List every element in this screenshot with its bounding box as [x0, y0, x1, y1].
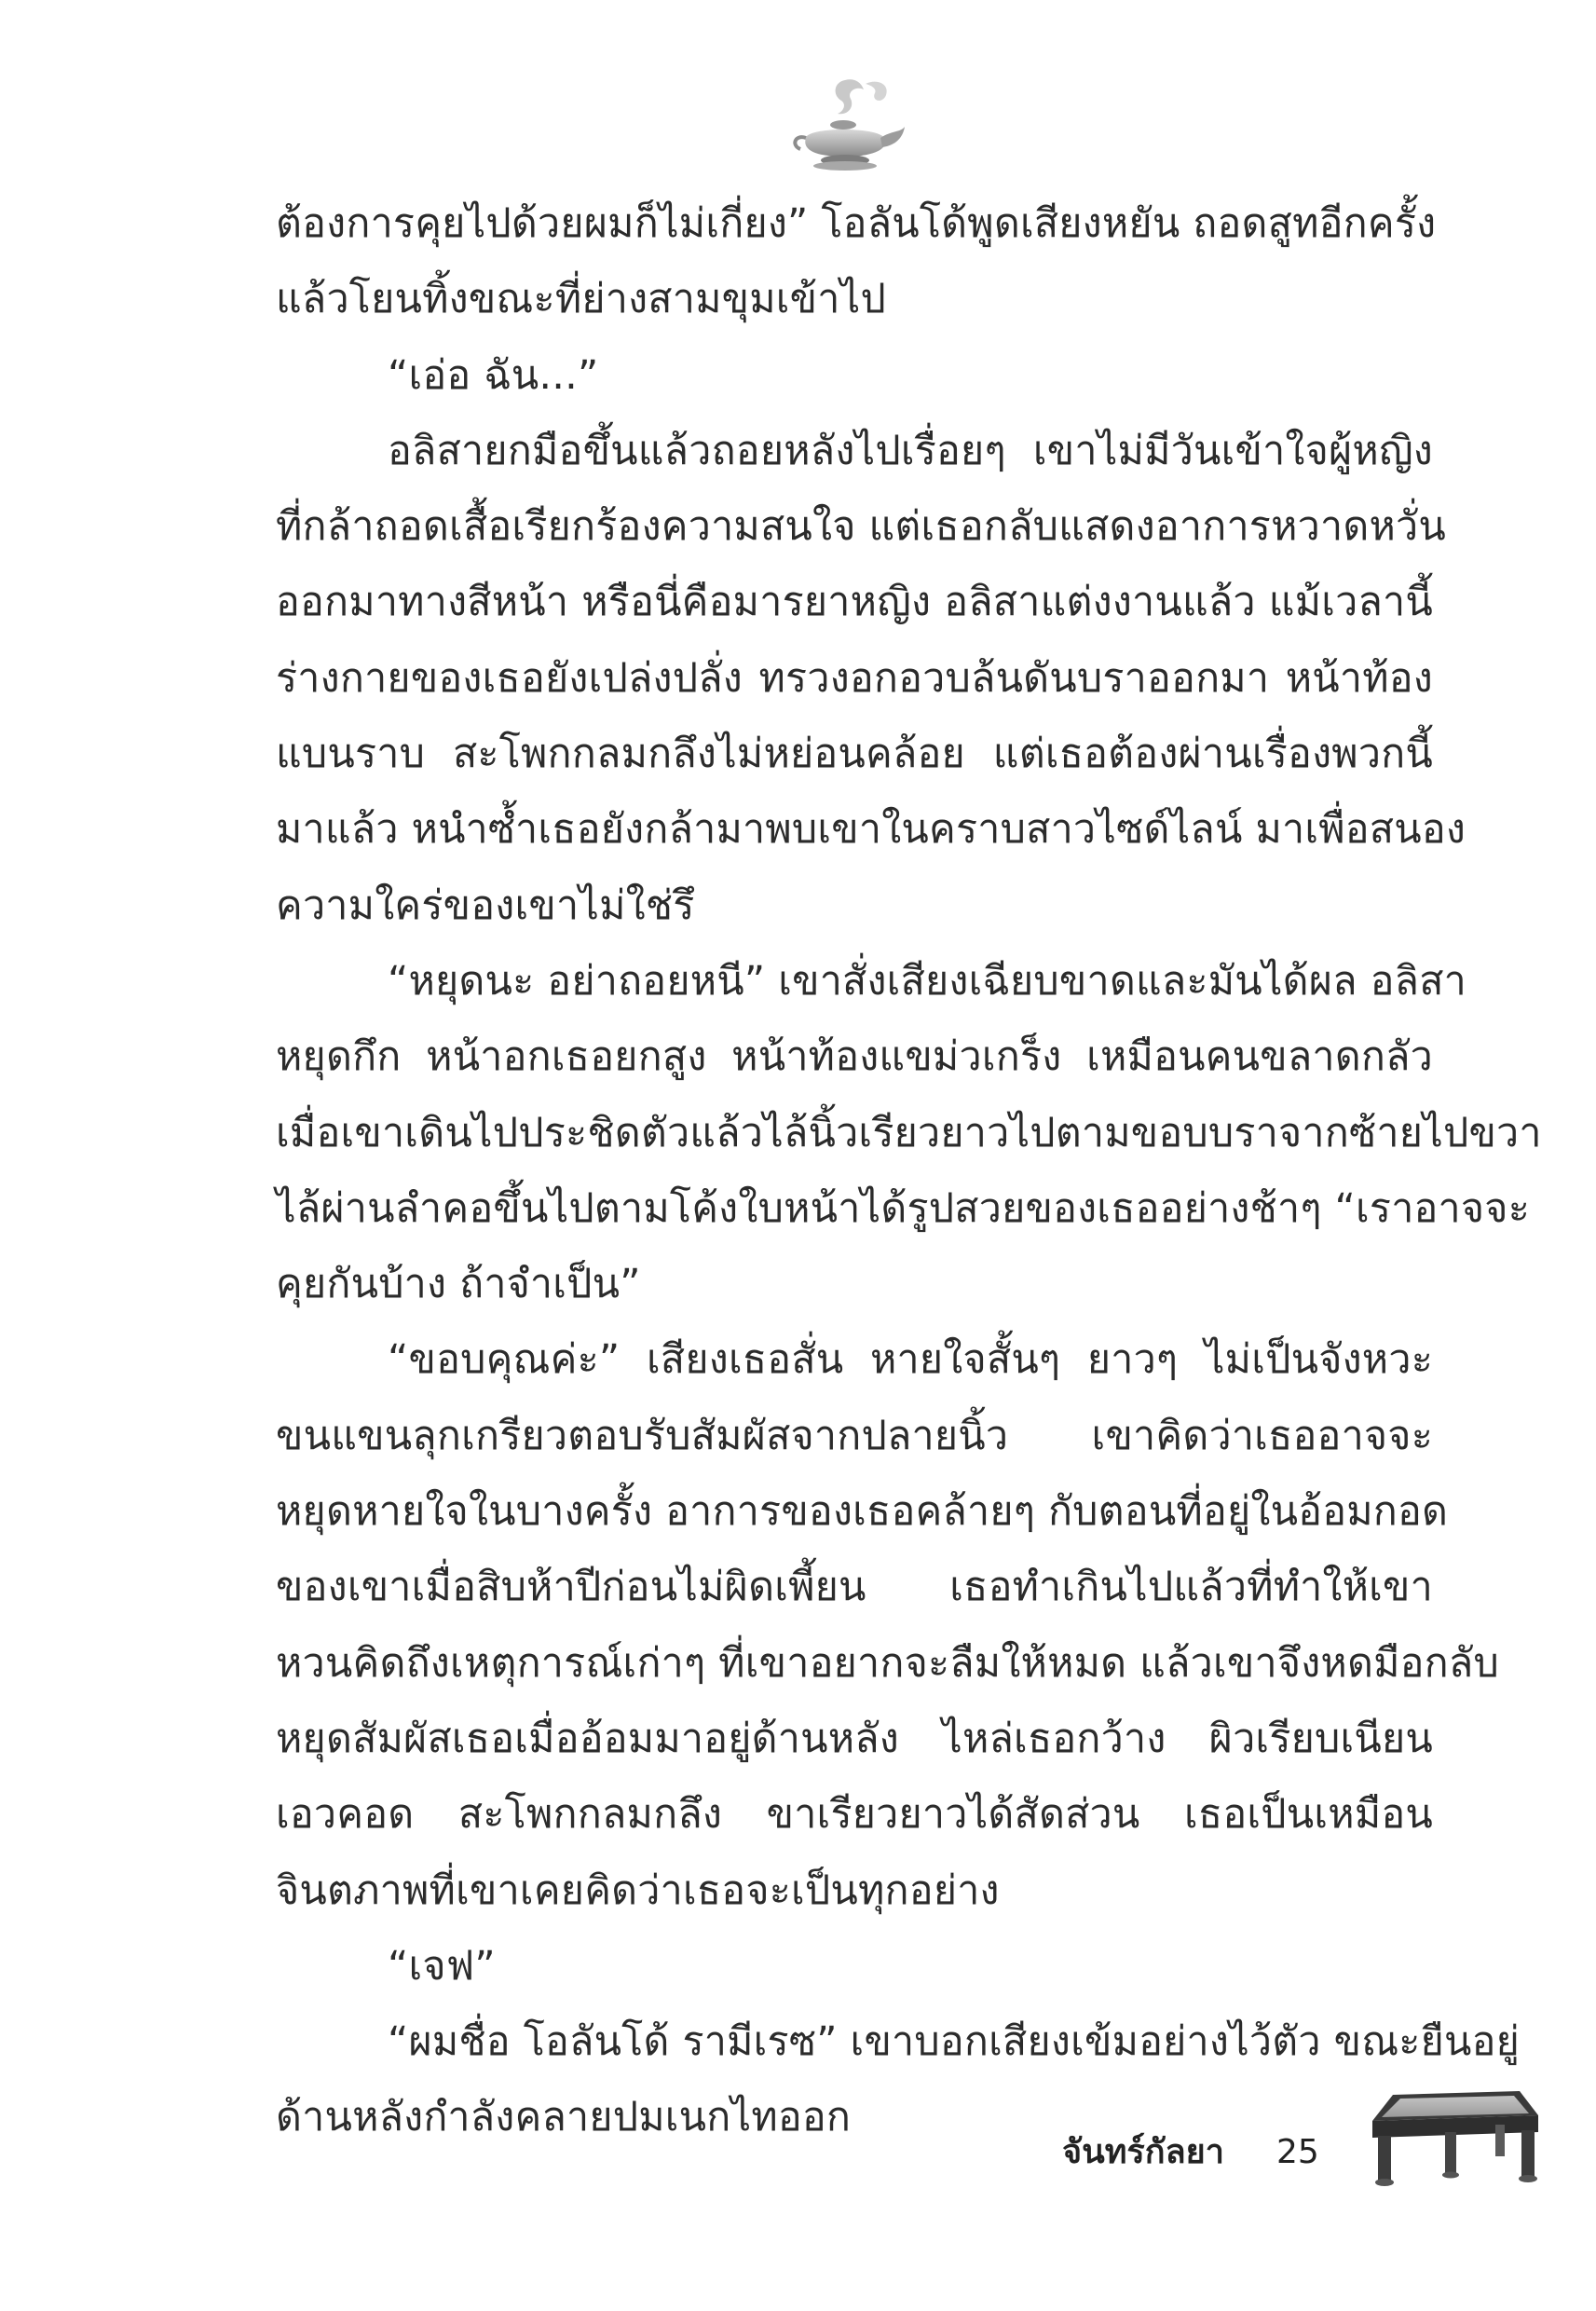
text-line: หยุดกึก หน้าอกเธอยกสูง หน้าท้องแขม่วเกร็ง เหมือนคนขลาดกลัว: [276, 1033, 1433, 1081]
text-line: จินตภาพที่เขาเคยคิดว่าเธอจะเป็นทุกอย่าง: [276, 1867, 1000, 1914]
text-line: ออกมาทางสีหน้า หรือนี่คือมารยาหญิง อลิสาแต่งงานแล้ว แม้เวลานี้: [276, 579, 1433, 626]
text-line: ความใคร่ของเขาไม่ใช่รึ: [276, 882, 695, 929]
text-line: ขนแขนลุกเกรียวตอบรับสัมผัสจากปลายนิ้ว เขาคิดว่าเธออาจจะ: [276, 1412, 1433, 1459]
text-line: “ขอบคุณค่ะ” เสียงเธอสั่น หายใจสั้นๆ ยาวๆ ไม่เป็นจังหวะ: [388, 1336, 1433, 1384]
pool-table-icon: [1356, 2078, 1542, 2199]
text-line: เมื่อเขาเดินไปประชิดตัวแล้วไล้นิ้วเรียวยาวไปตามขอบบราจากซ้ายไปขวา: [276, 1109, 1542, 1156]
text-line: แล้วโยนทิ้งขณะที่ย่างสามขุมเข้าไป: [276, 276, 886, 323]
text-line: หยุดหายใจในบางครั้ง อาการของเธอคล้ายๆ กับตอนที่อยู่ในอ้อมกอด: [276, 1488, 1449, 1536]
text-line: คุยกันบ้าง ถ้าจำเป็น”: [276, 1261, 641, 1308]
text-line: “หยุดนะ อย่าถอยหนี” เขาสั่งเสียงเฉียบขาดและมันได้ผล อลิสา: [388, 957, 1466, 1005]
text-line: หวนคิดถึงเหตุการณ์เก่าๆ ที่เขาอยากจะลืมให้หมด แล้วเขาจึงหดมือกลับ: [276, 1639, 1499, 1687]
body-text: [276, 186, 1542, 2156]
text-line: เอวคอด สะโพกกลมกลึง ขาเรียวยาวได้สัดส่วน เธอเป็นเหมือน: [276, 1791, 1433, 1839]
text-line: ด้านหลังกำลังคลายปมเนกไทออก: [276, 2094, 852, 2141]
text-line: “เอ่อ ฉัน...”: [388, 351, 599, 399]
text-line: ต้องการคุยไปด้วยผมก็ไม่เกี่ยง” โอลันโด้พูดเสียงหยัน ถอดสูทอีกครั้ง: [276, 200, 1437, 247]
text-line: “เจฟ”: [388, 1942, 496, 1990]
running-footer-title: จันทร์กัลยา: [1062, 2133, 1224, 2171]
page-number: 25: [1276, 2133, 1319, 2171]
text-line: ของเขาเมื่อสิบห้าปีก่อนไม่ผิดเพี้ยน เธอทำเกินไปแล้วที่ทำให้เขา: [276, 1564, 1433, 1611]
text-line: “ผมชื่อ โอลันโด้ รามีเรซ” เขาบอกเสียงเข้มอย่างไว้ตัว ขณะยืนอยู่: [388, 2018, 1520, 2066]
text-line: ร่างกายของเธอยังเปล่งปลั่ง ทรวงอกอวบล้นดันบราออกมา หน้าท้อง: [276, 654, 1433, 702]
text-line: ไล้ผ่านลำคอขึ้นไปตามโค้งใบหน้าได้รูปสวยของเธออย่างช้าๆ “เราอาจจะ: [276, 1184, 1530, 1232]
text-line: แบนราบ สะโพกกลมกลึงไม่หย่อนคล้อย แต่เธอต้องผ่านเรื่องพวกนี้: [276, 731, 1433, 778]
text-line: มาแล้ว หนำซ้ำเธอยังกล้ามาพบเขาในคราบสาวไซด์ไลน์ มาเพื่อสนอง: [276, 806, 1466, 854]
genie-lamp-icon: [787, 73, 908, 175]
text-line: อลิสายกมือขึ้นแล้วถอยหลังไปเรื่อยๆ เขาไม่มีวันเข้าใจผู้หญิง: [388, 427, 1433, 474]
text-line: หยุดสัมผัสเธอเมื่ออ้อมมาอยู่ด้านหลัง ไหล่เธอกว้าง ผิวเรียบเนียน: [276, 1715, 1433, 1762]
text-line: ที่กล้าถอดเสื้อเรียกร้องความสนใจ แต่เธอกลับแสดงอาการหวาดหวั่น: [276, 503, 1446, 551]
